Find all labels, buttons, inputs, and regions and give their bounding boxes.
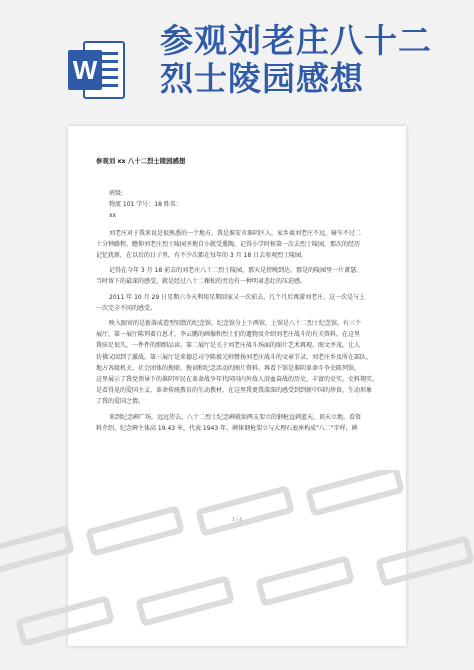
banner-title-line1: 参观刘老庄八十二 xyxy=(160,21,432,60)
name-value: xx xyxy=(109,212,117,220)
paragraph-line: 了我的爱国之情。 xyxy=(96,398,145,406)
document-body xyxy=(96,188,380,438)
document-page xyxy=(68,126,406,646)
paragraph-line: 十分钟路程。瞻仰刘老庄烈士陵园圣地自小就受熏陶，记得小学时候第一次去烈士陵园，那次的经历 xyxy=(96,240,361,248)
word-icon-letter: W xyxy=(72,55,98,85)
paragraph-line: 记忆犹新，在以后的日子里，有不少次都在每年的 3 月 18 日去参观烈士陵园。 xyxy=(96,252,308,260)
page-number: 1 / 4 xyxy=(231,518,243,523)
word-icon xyxy=(68,38,126,102)
class-field: 班级: xyxy=(109,190,124,197)
banner-title-line2: 烈士陵园感想 xyxy=(160,59,364,98)
paragraph-line: 是看得见的爱国主义、革命传统教育的生动教材。在这里我更我深深的感受到到新中国的珍贵，生动形象 xyxy=(96,387,373,395)
paragraph xyxy=(96,265,380,287)
document-title: 参观刘 xx 八十二烈士陵园感想 xyxy=(96,157,186,165)
paragraph-line: 我驻足很久，一件件的细细品读。第二展厅是关于刘老庄战斗场面的图片艺术再现，图文并茂，让人 xyxy=(96,342,361,350)
paragraph-line: 映入眼帘的是新落成造型别致的纪念馆。纪念馆分上下两馆，上馆是八十二烈士纪念馆，有三个 xyxy=(109,320,362,328)
student-info-field: 物流 101 学号：18 姓名： xyxy=(109,201,182,209)
paragraph-line: 一次完全不同的感受。 xyxy=(96,304,157,312)
paragraph-line: 展厅，第一展厅陈列着白恩才，李云鹏的画像和烈士们的遗物及介绍刘老庄战斗的有关资料。在这里 xyxy=(96,331,361,339)
paragraph-line: 仿佛又回到了激战。第三展厅是来德总司令陈毅元帅赞扬刘老庄战斗的文章节录，刘老庄乡及所在部队、 xyxy=(96,353,373,361)
paragraph-line: 地方各级机关、社会团体的挽联、挽词和纪念活动的图片资料。再看下馆是淮阴革命斗争史陈列馆， xyxy=(96,364,361,372)
paragraph-line: 来到纪念碑广场，远远望去，八十二烈士纪念碑就如两支架立的钢枪直刺蓝天，顶天立地。看资 xyxy=(109,413,362,421)
paragraph xyxy=(96,228,380,262)
banner-title xyxy=(160,22,460,98)
paragraph-line: 这里展示了我党领导下的淮阴军民在革命战争年代同国内外敌人浴血奋战的历史，丰富的史实，史料翔实， xyxy=(96,376,379,384)
paragraph xyxy=(96,412,380,434)
paragraph-line: 料介绍，纪念碑主体高 19.43 米，代表 1943 年，碑体钢枪架立与大理石底座构成"八二"字样，碑 xyxy=(96,424,358,432)
banner xyxy=(0,0,474,120)
paragraph-line: 刘老庄对于我来说是很熟悉的一个地方，我是淮安市淮阴区人，家乡离刘老庄不远，骑车不过二 xyxy=(109,229,362,237)
paragraph-line: 记得在今年 3 月 18 前去的刘老庄八十二烈士陵园，那天是傍晚到达，那是的陵园里一片萧瑟， xyxy=(109,267,363,275)
paragraph-line: 2011 年 10 月 29 日星期六今天利用星期回家又一次前去，几个月后再游刘老庄，这一次是与上 xyxy=(109,293,366,301)
paragraph xyxy=(96,292,380,314)
paragraph-line: 当时留下的最深的感受，就是经过八十二棵松的旁边有一种明肃悲壮的压迫感。 xyxy=(96,278,307,286)
paragraph xyxy=(96,318,380,408)
